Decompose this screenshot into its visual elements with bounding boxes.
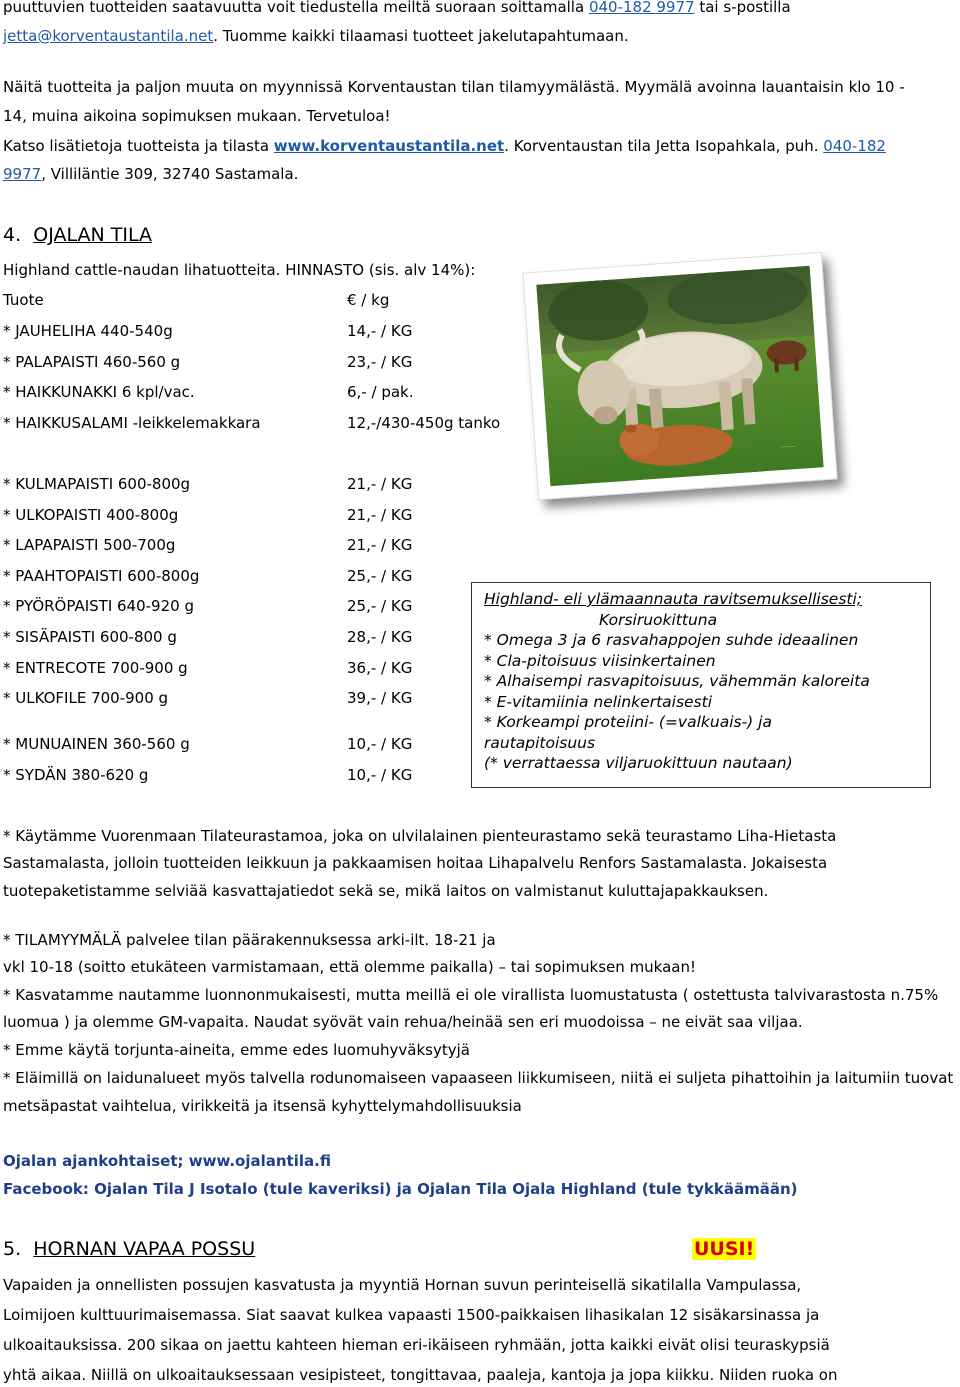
col-price-header: € / kg xyxy=(347,291,390,309)
cattle-photo xyxy=(522,252,837,500)
section-4-heading: 4. OJALAN TILA xyxy=(3,224,152,246)
note2-line: luomua ) ja olemme GM-vapaita. Naudat syövät vain rehua/heinää sen eri muodoissa – ne eivät saa viljaa. xyxy=(3,1013,803,1031)
section-4-subtitle: Highland cattle-naudan lihatuotteita. HINNASTO (sis. alv 14%): xyxy=(3,261,476,279)
product-name: * ULKOFILE 700-900 g xyxy=(3,689,169,708)
note2-line: metsäpastat vaihtelua, virikkeitä ja itsensä kyhyttelymahdollisuuksia xyxy=(3,1097,522,1115)
section-5-line: Vapaiden ja onnellisten possujen kasvatusta ja myyntiä Hornan suvun perinteisellä sikatilalla Vampulassa, xyxy=(3,1276,802,1294)
product-price: 6,- / pak. xyxy=(347,383,414,402)
product-price: 25,- / KG xyxy=(347,597,413,616)
product-price: 10,- / KG xyxy=(347,735,413,753)
intro-line-4: 14, muina aikoina sopimuksen mukaan. Tervetuloa! xyxy=(3,107,391,125)
contact-website[interactable]: Ojalan ajankohtaiset; www.ojalantila.fi xyxy=(3,1152,331,1170)
product-name: * SISÄPAISTI 600-800 g xyxy=(3,628,177,646)
product-name: * ENTRECOTE 700-900 g xyxy=(3,658,188,677)
note-line: tuotepaketistamme selviää kasvattajatiedot sekä se, mikä laitos on valmistanut kuluttajapakkauksen. xyxy=(3,882,769,900)
section-5-line: Loimijoen kulttuurimaisemassa. Siat saavat kulkea vapaasti 1500-paikkaisen lihasikalan 12 sisäkarsinassa ja xyxy=(3,1306,820,1324)
website-link[interactable]: www.korventaustantila.net xyxy=(273,137,505,155)
product-name: * SYDÄN 380-620 g xyxy=(3,765,149,784)
infobox-line: rautapitoisuus xyxy=(484,733,596,752)
product-price: 28,- / KG xyxy=(347,628,413,646)
infobox-line: * Omega 3 ja 6 rasvahappojen suhde ideaalinen xyxy=(484,631,859,649)
product-name: * LAPAPAISTI 500-700g xyxy=(3,536,176,555)
infobox-line: * Cla-pitoisuus viisinkertainen xyxy=(484,651,716,670)
section-5-heading: 5. HORNAN VAPAA POSSU xyxy=(3,1238,256,1260)
product-name: * HAIKKUSALAMI -leikkelemakkara xyxy=(3,413,261,432)
product-price: 10,- / KG xyxy=(347,765,413,784)
intro-line-5: Katso lisätietoja tuotteista ja tilasta www.korventaustantila.net. Korventaustan tila Jetta Isopahkala, puh. 040-182 xyxy=(3,137,886,155)
product-price: 14,- / KG xyxy=(347,322,413,340)
infobox-line: * Alhaisempi rasvapitoisuus, vähemmän kaloreita xyxy=(484,672,870,690)
section-5-title: HORNAN VAPAA POSSU xyxy=(33,1238,256,1260)
infobox-title: Highland- eli ylämaannauta ravitsemuksellisesti; xyxy=(484,590,862,608)
intro-line-3: Näitä tuotteita ja paljon muuta on myynnissä Korventaustan tilan tilamyymälästä. Myymälä avoinna lauantaisin klo 10 - xyxy=(3,78,905,96)
nutrition-infobox xyxy=(471,582,931,788)
intro-line-6: 9977, Villiläntie 309, 32740 Sastamala. xyxy=(3,165,299,183)
svg-text:~~~: ~~~ xyxy=(779,441,797,453)
product-price: 36,- / KG xyxy=(347,658,413,677)
infobox-line: (* verrattaessa viljaruokittuun nautaan) xyxy=(484,754,793,772)
section-4-title: OJALAN TILA xyxy=(33,224,152,246)
product-name: * PYÖRÖPAISTI 640-920 g xyxy=(3,597,194,616)
product-price: 25,- / KG xyxy=(347,566,413,585)
intro-line-1: puuttuvien tuotteiden saatavuutta voit tiedustella meiltä suoraan soittamalla 040-182 9977 tai s-postilla xyxy=(3,0,791,16)
note2-line: * Eläimillä on laidunalueet myös talvella rodunomaiseen vapaaseen liikkumiseen, niitä ei suljeta pihattoihin ja laitumiin tuovat xyxy=(3,1069,954,1087)
product-price: 12,-/430-450g tanko xyxy=(347,413,501,432)
product-price: 21,- / KG xyxy=(347,536,413,555)
product-name: * ULKOPAISTI 400-800g xyxy=(3,505,179,524)
product-name: * PAAHTOPAISTI 600-800g xyxy=(3,566,200,585)
product-name: * PALAPAISTI 460-560 g xyxy=(3,352,181,371)
note2-line: * TILAMYYMÄLÄ palvelee tilan päärakennuksessa arki-ilt. 18-21 ja xyxy=(3,931,496,949)
intro-line-2: jetta@korventaustantila.net. Tuomme kaikki tilaamasi tuotteet jakelutapahtumaan. xyxy=(3,27,629,45)
infobox-line: * E-vitamiinia nelinkertaisesti xyxy=(484,692,713,711)
product-price: 21,- / KG xyxy=(347,475,413,493)
section-5-line: ulkoaitauksissa. 200 sikaa on jaettu kahteen hieman eri-ikäiseen ryhmään, jotta kaikki eivät olisi teuraskypsiä xyxy=(3,1336,830,1354)
product-name: * HAIKKUNAKKI 6 kpl/vac. xyxy=(3,383,195,402)
note2-line: * Emme käytä torjunta-aineita, emme edes luomuhyväksytyjä xyxy=(3,1041,470,1059)
phone-link[interactable]: 040-182 9977 xyxy=(588,0,695,16)
email-link[interactable]: jetta@korventaustantila.net xyxy=(3,27,214,45)
product-price: 39,- / KG xyxy=(347,689,413,708)
product-price: 21,- / KG xyxy=(347,505,413,524)
phone-link-2[interactable]: 040-182 xyxy=(823,137,886,155)
new-badge: UUSI! xyxy=(694,1238,755,1260)
phone-link-2b[interactable]: 9977 xyxy=(3,165,42,183)
note-line: * Käytämme Vuorenmaan Tilateurastamoa, joka on ulvilalainen pienteurastamo sekä teurastamo Liha-Hietasta xyxy=(3,827,837,845)
note2-line: * Kasvatamme nautamme luonnonmukaisesti, mutta meillä ei ole virallista luomustatusta ( ostettusta talvivarastosta n.75% xyxy=(3,986,939,1004)
infobox-line: * Korkeampi proteiini- (=valkuais-) ja xyxy=(484,713,772,731)
infobox-line: Korsiruokittuna xyxy=(599,610,718,629)
contact-facebook[interactable]: Facebook: Ojalan Tila J Isotalo (tule kaveriksi) ja Ojalan Tila Ojala Highland (tule tykkäämään) xyxy=(3,1180,798,1198)
note2-line: vkl 10-18 (soitto etukäteen varmistamaan, että olemme paikalla) – tai sopimuksen mukaan! xyxy=(3,958,697,976)
col-product-header: Tuote xyxy=(3,291,44,309)
highland-cattle-image xyxy=(536,266,823,487)
product-name: * MUNUAINEN 360-560 g xyxy=(3,735,190,753)
product-price: 23,- / KG xyxy=(347,352,413,371)
product-name: * JAUHELIHA 440-540g xyxy=(3,322,173,340)
note-line: Sastamalasta, jolloin tuotteiden leikkuun ja pakkaamisen hoitaa Lihapalvelu Renfors Sastamalasta. Jokaisesta xyxy=(3,854,828,872)
section-5-line: yhtä aikaa. Niillä on ulkoaitauksessaan vesipisteet, tongittavaa, paaleja, kantoja ja jopa kiikku. Niiden ruoka on xyxy=(3,1366,838,1384)
product-name: * KULMAPAISTI 600-800g xyxy=(3,475,191,493)
